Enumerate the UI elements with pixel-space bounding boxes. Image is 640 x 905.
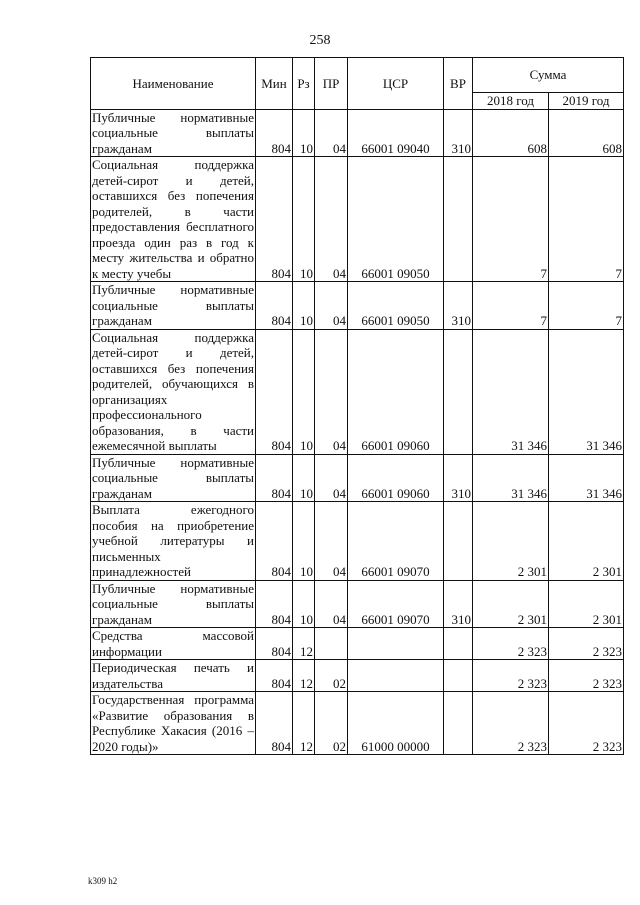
table-row [91,282,624,330]
header-2018: 2018 год [473,93,549,110]
row-2019: 2 301 [549,502,624,581]
row-pr: 04 [315,282,348,330]
row-pr: 04 [315,329,348,454]
row-2018: 608 [473,109,549,157]
row-vr [444,157,473,282]
table-row [91,329,624,454]
row-vr: 310 [444,109,473,157]
row-rz: 12 [293,628,315,660]
header-sum: Сумма [473,58,624,93]
row-2019: 2 323 [549,660,624,692]
row-rz: 10 [293,282,315,330]
table-row [91,454,624,502]
table-row [91,502,624,581]
row-vr [444,628,473,660]
table-row [91,660,624,692]
row-min: 804 [256,282,293,330]
row-2018: 31 346 [473,329,549,454]
row-vr [444,660,473,692]
row-rz: 12 [293,660,315,692]
row-vr: 310 [444,580,473,628]
row-vr [444,329,473,454]
row-2019: 2 301 [549,580,624,628]
header-min: Мин [256,58,293,110]
row-rz: 10 [293,329,315,454]
row-rz: 10 [293,502,315,581]
row-pr: 02 [315,692,348,755]
footer-code: k309 h2 [88,876,118,886]
row-rz: 12 [293,692,315,755]
row-csr [348,628,444,660]
row-name: Публичные нормативные социальные выплаты гражданам [92,109,254,156]
row-pr: 02 [315,660,348,692]
row-2018: 2 301 [473,580,549,628]
header-rz: Рз [293,58,315,110]
row-name: Социальная поддержка детей-сирот и детей, оставшихся без попечения родителей, обучающихся в организациях профессионального образования, в части ежемесячной выплаты [92,329,254,453]
row-rz: 10 [293,157,315,282]
table-row [91,157,624,282]
row-pr: 04 [315,502,348,581]
row-2019: 31 346 [549,329,624,454]
row-csr: 66001 09070 [348,580,444,628]
row-2018: 2 323 [473,628,549,660]
header-2019: 2019 год [549,93,624,110]
row-2018: 7 [473,282,549,330]
row-name: Публичные нормативные социальные выплаты гражданам [92,454,254,501]
budget-table [90,57,624,755]
row-rz: 10 [293,580,315,628]
row-2019: 2 323 [549,692,624,755]
row-csr: 66001 09050 [348,282,444,330]
row-pr: 04 [315,157,348,282]
row-min: 804 [256,454,293,502]
row-rz: 10 [293,109,315,157]
row-2018: 2 301 [473,502,549,581]
row-name: Публичные нормативные социальные выплаты гражданам [92,580,254,627]
row-csr: 61000 00000 [348,692,444,755]
row-csr: 66001 09060 [348,454,444,502]
row-pr: 04 [315,109,348,157]
row-pr: 04 [315,580,348,628]
row-min: 804 [256,692,293,755]
row-pr [315,628,348,660]
row-name: Государственная программа «Развитие образования в Республике Хакасия (2016 – 2020 годы)» [92,692,254,754]
row-vr [444,692,473,755]
row-min: 804 [256,502,293,581]
row-2018: 2 323 [473,660,549,692]
row-csr: 66001 09070 [348,502,444,581]
header-vr: ВР [444,58,473,110]
row-2018: 7 [473,157,549,282]
row-name: Публичные нормативные социальные выплаты гражданам [92,282,254,328]
page-number: 258 [309,33,331,48]
row-2019: 7 [549,157,624,282]
header-name: Наименование [91,58,256,110]
row-vr: 310 [444,454,473,502]
row-csr [348,660,444,692]
row-min: 804 [256,109,293,157]
row-min: 804 [256,580,293,628]
table-row [91,628,624,660]
table-row [91,109,624,157]
row-name: Средства массовой информации [92,628,254,659]
row-csr: 66001 09050 [348,157,444,282]
row-vr [444,502,473,581]
row-name: Периодическая печать и издательства [92,660,254,691]
row-2019: 7 [549,282,624,330]
row-2019: 2 323 [549,628,624,660]
row-min: 804 [256,157,293,282]
table-row [91,580,624,628]
row-2019: 31 346 [549,454,624,502]
row-rz: 10 [293,454,315,502]
row-csr: 66001 09040 [348,109,444,157]
row-2019: 608 [549,109,624,157]
row-min: 804 [256,628,293,660]
row-2018: 2 323 [473,692,549,755]
row-name: Социальная поддержка детей-сирот и детей, оставшихся без попечения родителей, в части предоставления бесплатного проезда один раз в год к месту жительства и обратно к месту учебы [92,157,254,281]
row-name: Выплата ежегодного пособия на приобретение учебной литературы и письменных принадлежностей [92,502,254,579]
row-2018: 31 346 [473,454,549,502]
row-min: 804 [256,660,293,692]
header-pr: ПР [315,58,348,110]
row-csr: 66001 09060 [348,329,444,454]
table-row [91,692,624,755]
row-min: 804 [256,329,293,454]
header-csr: ЦСР [348,58,444,110]
row-vr: 310 [444,282,473,330]
row-pr: 04 [315,454,348,502]
